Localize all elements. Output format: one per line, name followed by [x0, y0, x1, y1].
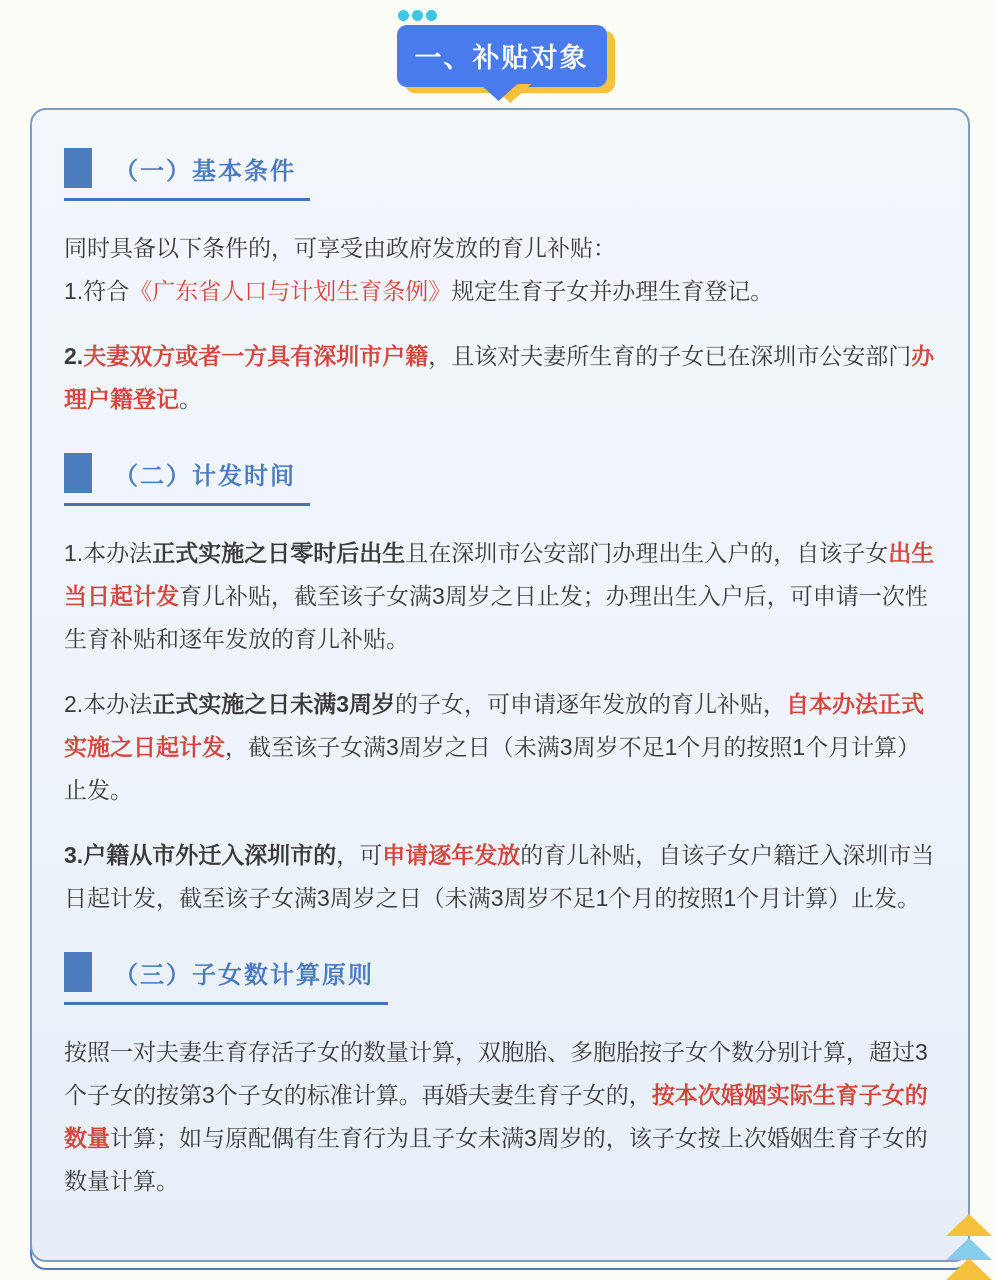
pointer-icon [477, 82, 519, 101]
heading-square-icon [64, 148, 92, 188]
banner-wrap [0, 25, 995, 87]
text-run: ，可 [336, 842, 383, 868]
dot-icon [426, 10, 437, 21]
text-run: 1.本办法 [64, 540, 153, 566]
text-run: 2.本办法 [64, 691, 153, 717]
text-run: 且在深圳市公安部门办理出生入户的，自该子女 [405, 540, 889, 566]
text-run: 计算；如与原配偶有生育行为且子女未满3周岁的，该子女按上次婚姻生育子女的数量计算。 [64, 1125, 928, 1194]
text-run: 夫妻双方或者一方具有深圳市户籍 [83, 343, 429, 369]
text-run: 正式实施之日未满3周岁 [152, 691, 395, 717]
arrow-up-icon [946, 1214, 992, 1236]
sections-container [64, 148, 938, 1203]
paragraph [64, 227, 938, 313]
text-run: 的子女，可申请逐年发放的育儿补贴， [394, 691, 786, 717]
paragraph [64, 335, 938, 421]
section-heading [64, 148, 310, 201]
section-heading [64, 952, 388, 1005]
heading-label: （三）子女数计算原则 [114, 961, 374, 989]
text-run: ，且该对夫妻所生育的子女已在深圳市公安部门 [428, 343, 912, 369]
arrow-up-icon [946, 1258, 992, 1280]
dot-icon [398, 10, 409, 21]
dot-icon [412, 10, 423, 21]
text-run: 规定生育子女并办理生育登记。 [451, 278, 774, 304]
text-run: 《广东省人口与计划生育条例》 [129, 278, 452, 304]
text-run: 正式实施之日零时后出生 [152, 540, 406, 566]
content-card [30, 108, 970, 1262]
text-run: 出生当日起计发 [64, 540, 935, 609]
paragraph [64, 1031, 938, 1203]
text-run: 按照一对夫妻生育存活子女的数量计算，双胞胎、多胞胎按子女个数分别计算，超过3个子女的按第3个子女的标准计算。再婚夫妻生育子女的， [64, 1039, 928, 1108]
arrow-up-icon [946, 1238, 992, 1260]
heading-square-icon [64, 453, 92, 493]
section [64, 920, 938, 1203]
section [64, 421, 938, 920]
paragraph [64, 834, 938, 920]
section-heading [64, 453, 310, 506]
text-run: 按本次婚姻实际生育子女的数量 [64, 1082, 928, 1151]
banner-badge [397, 25, 607, 87]
text-run: 自本办法正式实施之日起计发 [64, 691, 924, 760]
text-run: 办理户籍登记 [64, 343, 935, 412]
text-run: 户籍从市外迁入深圳市的 [83, 842, 337, 868]
heading-square-icon [64, 952, 92, 992]
banner-title: 一、补贴对象 [414, 43, 589, 73]
text-run: 1.符合 [64, 278, 130, 304]
heading-label: （一）基本条件 [114, 157, 296, 185]
heading-label: （二）计发时间 [114, 462, 296, 490]
paragraph [64, 532, 938, 661]
text-run: 2. [64, 343, 84, 369]
text-run: ，截至该子女满3周岁之日（未满3周岁不足1个月的按照1个月计算）止发。 [64, 734, 921, 803]
text-run: 申请逐年发放 [382, 842, 521, 868]
section [64, 148, 938, 421]
text-run: 。 [179, 386, 202, 412]
text-run: 的育儿补贴，自该子女户籍迁入深圳市当日起计发，截至该子女满3周岁之日（未满3周岁不足1个月的按照1个月计算）止发。 [64, 842, 935, 911]
paragraph [64, 683, 938, 812]
banner-dots [398, 10, 437, 21]
text-run: 同时具备以下条件的，可享受由政府发放的育儿补贴： [64, 235, 616, 261]
text-run: 育儿补贴，截至该子女满3周岁之日止发；办理出生入户后，可申请一次性生育补贴和逐年发放的育儿补贴。 [64, 583, 928, 652]
text-run: 3. [64, 842, 84, 868]
